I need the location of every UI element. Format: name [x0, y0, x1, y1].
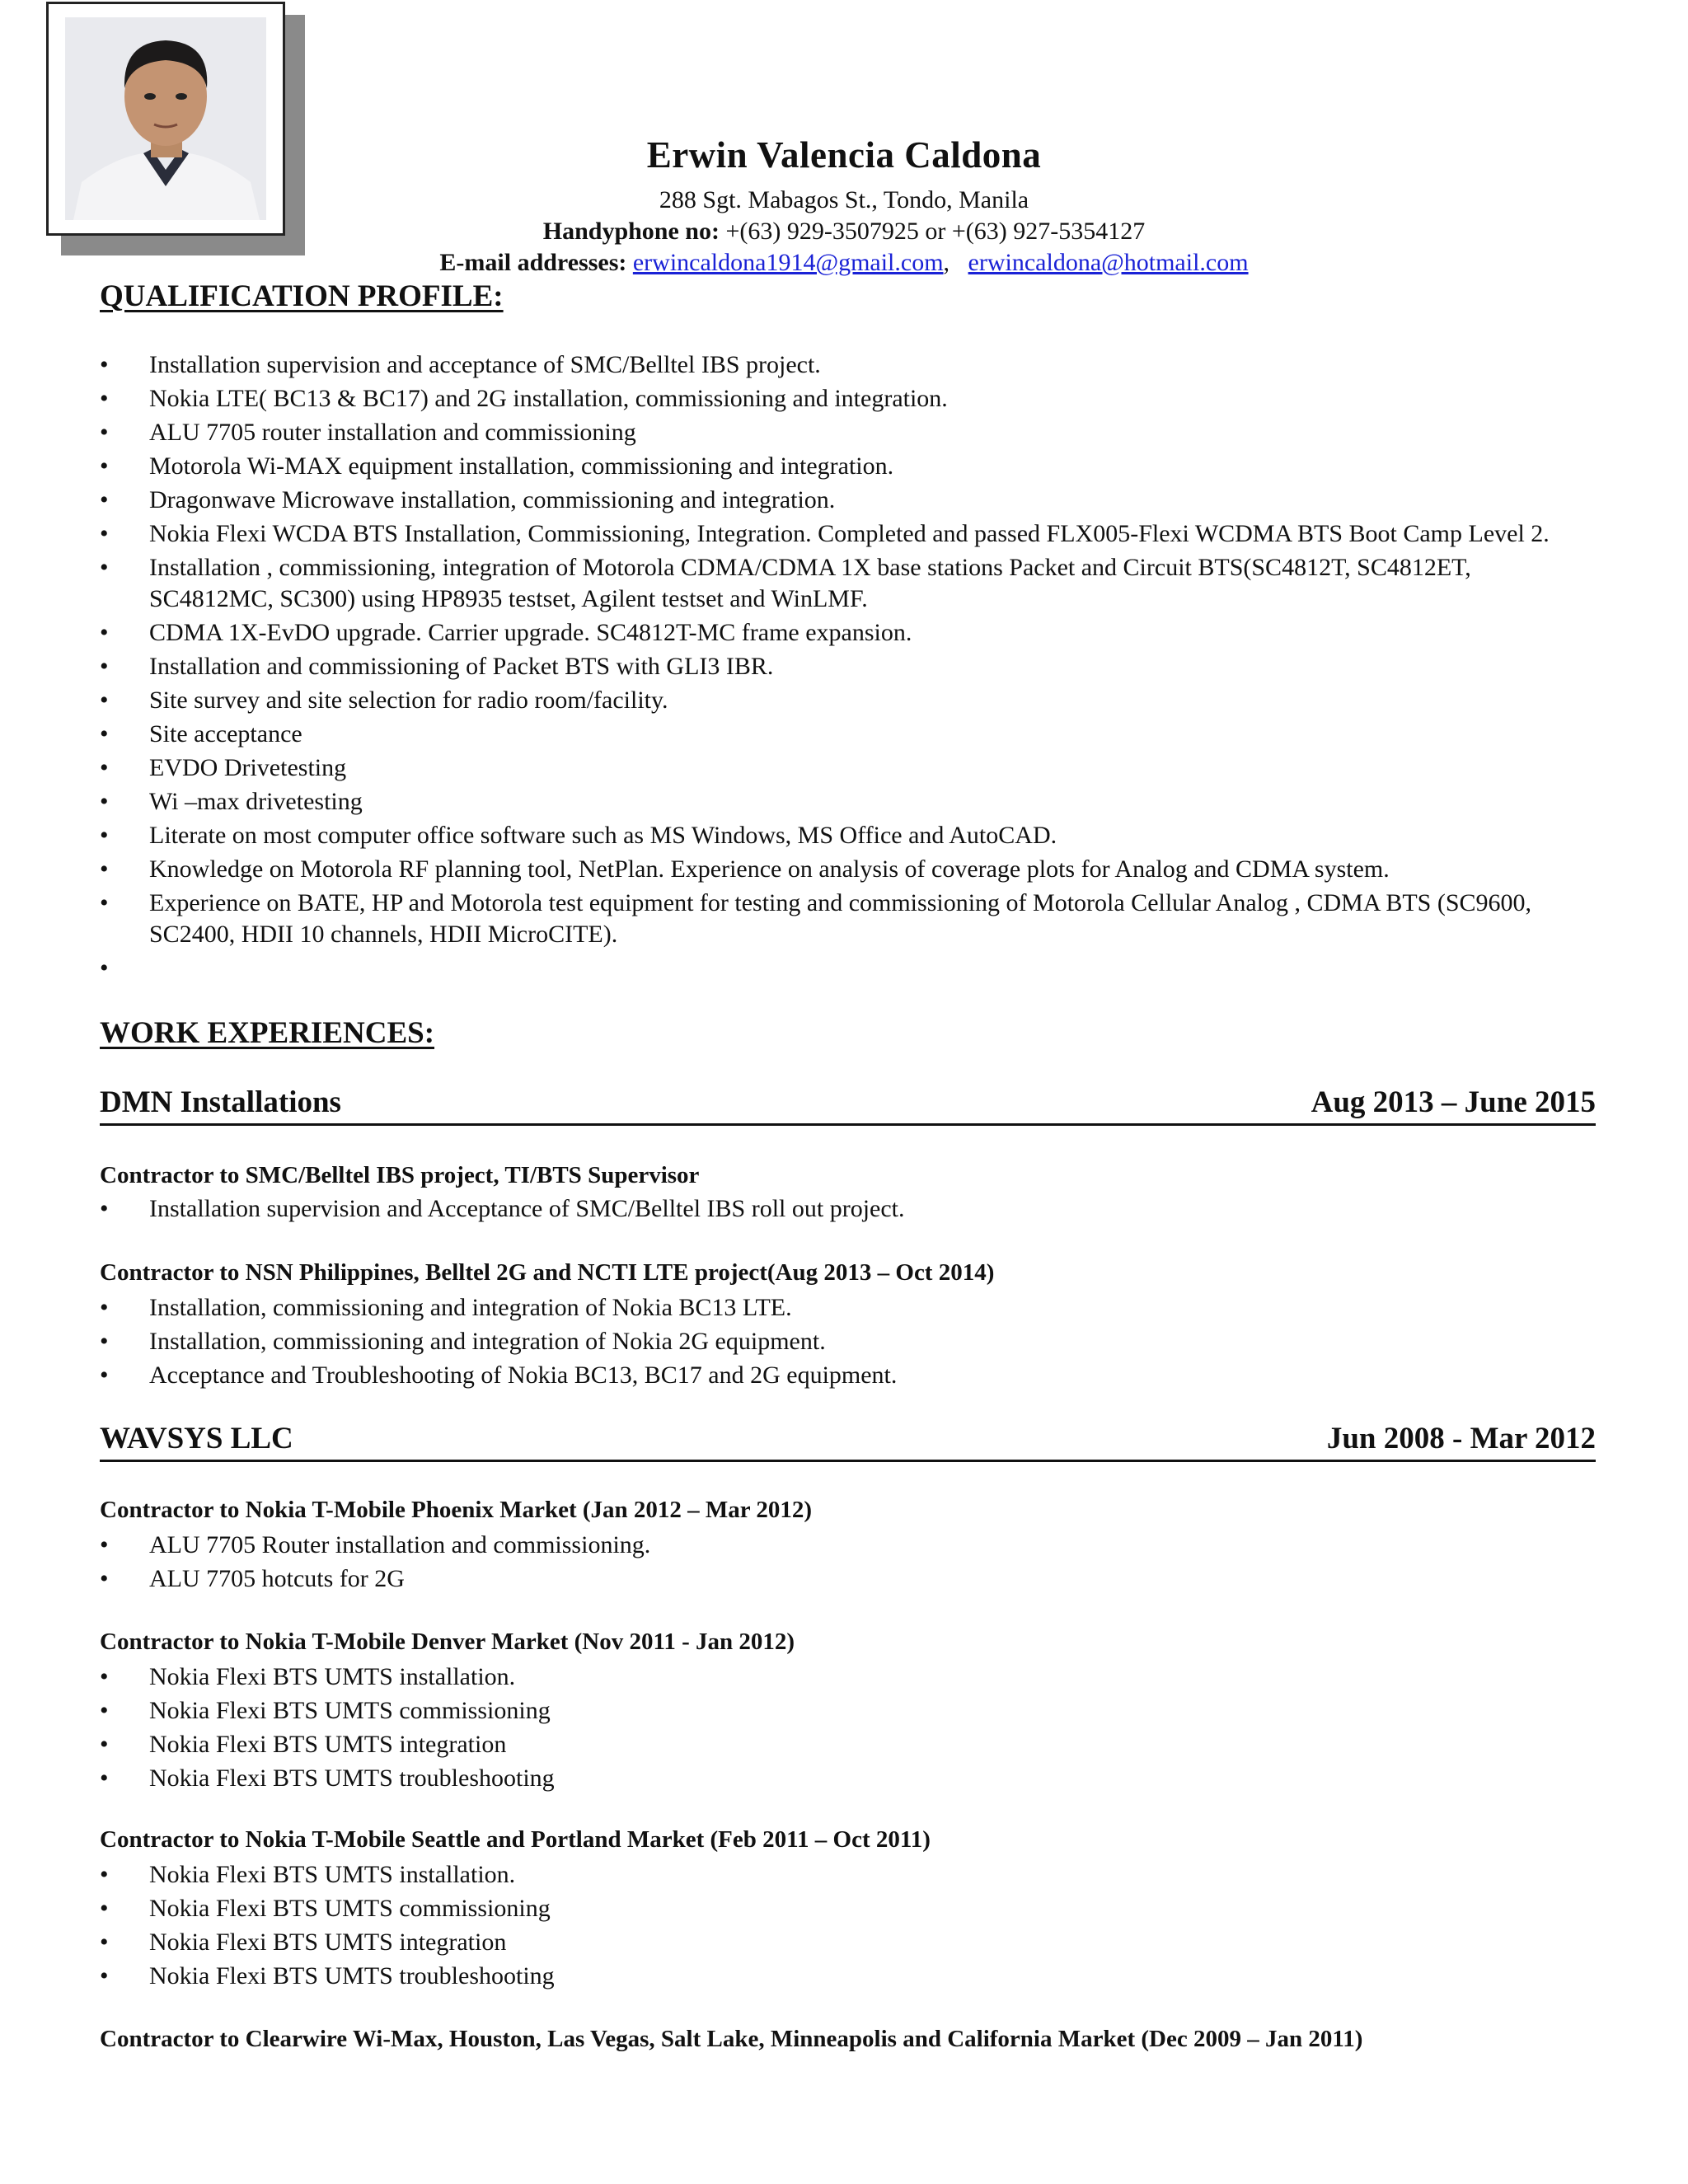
list-item: • Installation, commissioning and integration of Nokia 2G equipment.	[100, 1326, 1592, 1357]
role-list	[100, 1530, 1592, 1597]
email-line	[0, 249, 1688, 277]
list-item: • Dragonwave Microwave installation, commissioning and integration.	[100, 485, 1592, 516]
list-item: • Acceptance and Troubleshooting of Nokia BC13, BC17 and 2G equipment.	[100, 1360, 1592, 1391]
role-list	[100, 1661, 1592, 1797]
qualification-list	[100, 349, 1592, 987]
role-title: Contractor to Nokia T-Mobile Phoenix Market (Jan 2012 – Mar 2012)	[100, 1497, 813, 1523]
role-title: Contractor to Clearwire Wi-Max, Houston, Las Vegas, Salt Lake, Minneapolis and California Market (Dec 2009 – Jan 2011)	[100, 2026, 1363, 2052]
phone-line	[0, 218, 1688, 246]
role-list	[100, 1292, 1592, 1394]
qualification-title: QUALIFICATION PROFILE:	[100, 279, 504, 313]
company-name: DMN Installations	[100, 1085, 341, 1119]
role-title: Contractor to SMC/Belltel IBS project, TI/BTS Supervisor	[100, 1162, 700, 1188]
list-item: • Installation, commissioning and integration of Nokia BC13 LTE.	[100, 1292, 1592, 1324]
list-item: • ALU 7705 hotcuts for 2G	[100, 1563, 1592, 1595]
phone-label: Handyphone no:	[542, 218, 720, 245]
email-separator: ,	[943, 249, 950, 276]
list-item: • Nokia Flexi BTS UMTS troubleshooting	[100, 1961, 1592, 1992]
role-title: Contractor to NSN Philippines, Belltel 2G and NCTI LTE project(Aug 2013 – Oct 2014)	[100, 1259, 995, 1286]
list-item: • Nokia Flexi BTS UMTS integration	[100, 1927, 1592, 1958]
list-item: • ALU 7705 router installation and commissioning	[100, 417, 1592, 448]
company-dates: Aug 2013 – June 2015	[1311, 1085, 1596, 1119]
list-item: • ALU 7705 Router installation and commissioning.	[100, 1530, 1592, 1561]
list-item: • Experience on BATE, HP and Motorola test equipment for testing and commissioning of Motorola Cellular Analog , CDMA BTS (SC9600, SC2400, HDII 10 channels, HDII MicroCITE).	[100, 888, 1592, 950]
list-item: • Installation supervision and Acceptance of SMC/Belltel IBS roll out project.	[100, 1193, 1592, 1225]
role-list	[100, 1193, 1592, 1227]
email-link-hotmail[interactable]: erwincaldona@hotmail.com	[968, 249, 1249, 276]
list-item: • Literate on most computer office software such as MS Windows, MS Office and AutoCAD.	[100, 820, 1592, 851]
email-label: E-mail addresses:	[439, 249, 627, 276]
company-header-wavsys	[100, 1421, 1596, 1462]
list-item: • Nokia Flexi BTS UMTS integration	[100, 1729, 1592, 1760]
list-item: • Nokia Flexi BTS UMTS commissioning	[100, 1893, 1592, 1924]
list-item: • EVDO Drivetesting	[100, 752, 1592, 784]
list-item: • Nokia Flexi BTS UMTS troubleshooting	[100, 1763, 1592, 1794]
role-title: Contractor to Nokia T-Mobile Seattle and Portland Market (Feb 2011 – Oct 2011)	[100, 1826, 931, 1853]
list-item: • Motorola Wi-MAX equipment installation, commissioning and integration.	[100, 451, 1592, 482]
list-item: • Nokia LTE( BC13 & BC17) and 2G installation, commissioning and integration.	[100, 383, 1592, 415]
candidate-name: Erwin Valencia Caldona	[646, 134, 1042, 176]
list-item: • Site acceptance	[100, 719, 1592, 750]
company-header-dmn	[100, 1085, 1596, 1126]
company-dates: Jun 2008 - Mar 2012	[1326, 1422, 1596, 1455]
list-item: • Nokia Flexi BTS UMTS installation.	[100, 1661, 1592, 1693]
list-item: • Nokia Flexi BTS UMTS installation.	[100, 1859, 1592, 1891]
list-item: • Installation supervision and acceptance of SMC/Belltel IBS project.	[100, 349, 1592, 381]
company-name: WAVSYS LLC	[100, 1422, 293, 1455]
list-item	[100, 953, 1592, 984]
phone-value: +(63) 929-3507925 or +(63) 927-5354127	[725, 218, 1146, 245]
address: 288 Sgt. Mabagos St., Tondo, Manila	[659, 186, 1029, 213]
email-link-gmail[interactable]: erwincaldona1914@gmail.com	[632, 249, 944, 276]
list-item: • Nokia Flexi BTS UMTS commissioning	[100, 1695, 1592, 1727]
role-list	[100, 1859, 1592, 1994]
list-item: • Installation and commissioning of Packet BTS with GLI3 IBR.	[100, 651, 1592, 682]
role-title: Contractor to Nokia T-Mobile Denver Market (Nov 2011 - Jan 2012)	[100, 1629, 795, 1655]
work-experience-title: WORK EXPERIENCES:	[100, 1016, 435, 1050]
list-item: • CDMA 1X-EvDO upgrade. Carrier upgrade. SC4812T-MC frame expansion.	[100, 617, 1592, 649]
list-item: • Nokia Flexi WCDA BTS Installation, Commissioning, Integration. Completed and passed FLX005-Flexi WCDMA BTS Boot Camp Level 2.	[100, 518, 1592, 550]
list-item: • Installation , commissioning, integration of Motorola CDMA/CDMA 1X base stations Packet and Circuit BTS(SC4812T, SC4812ET, SC4812MC, SC300) using HP8935 testset, Agilent testset and WinLMF.	[100, 552, 1592, 615]
list-item: • Wi –max drivetesting	[100, 786, 1592, 818]
list-item: • Knowledge on Motorola RF planning tool, NetPlan. Experience on analysis of coverage plots for Analog and CDMA system.	[100, 854, 1592, 885]
list-item: • Site survey and site selection for radio room/facility.	[100, 685, 1592, 716]
